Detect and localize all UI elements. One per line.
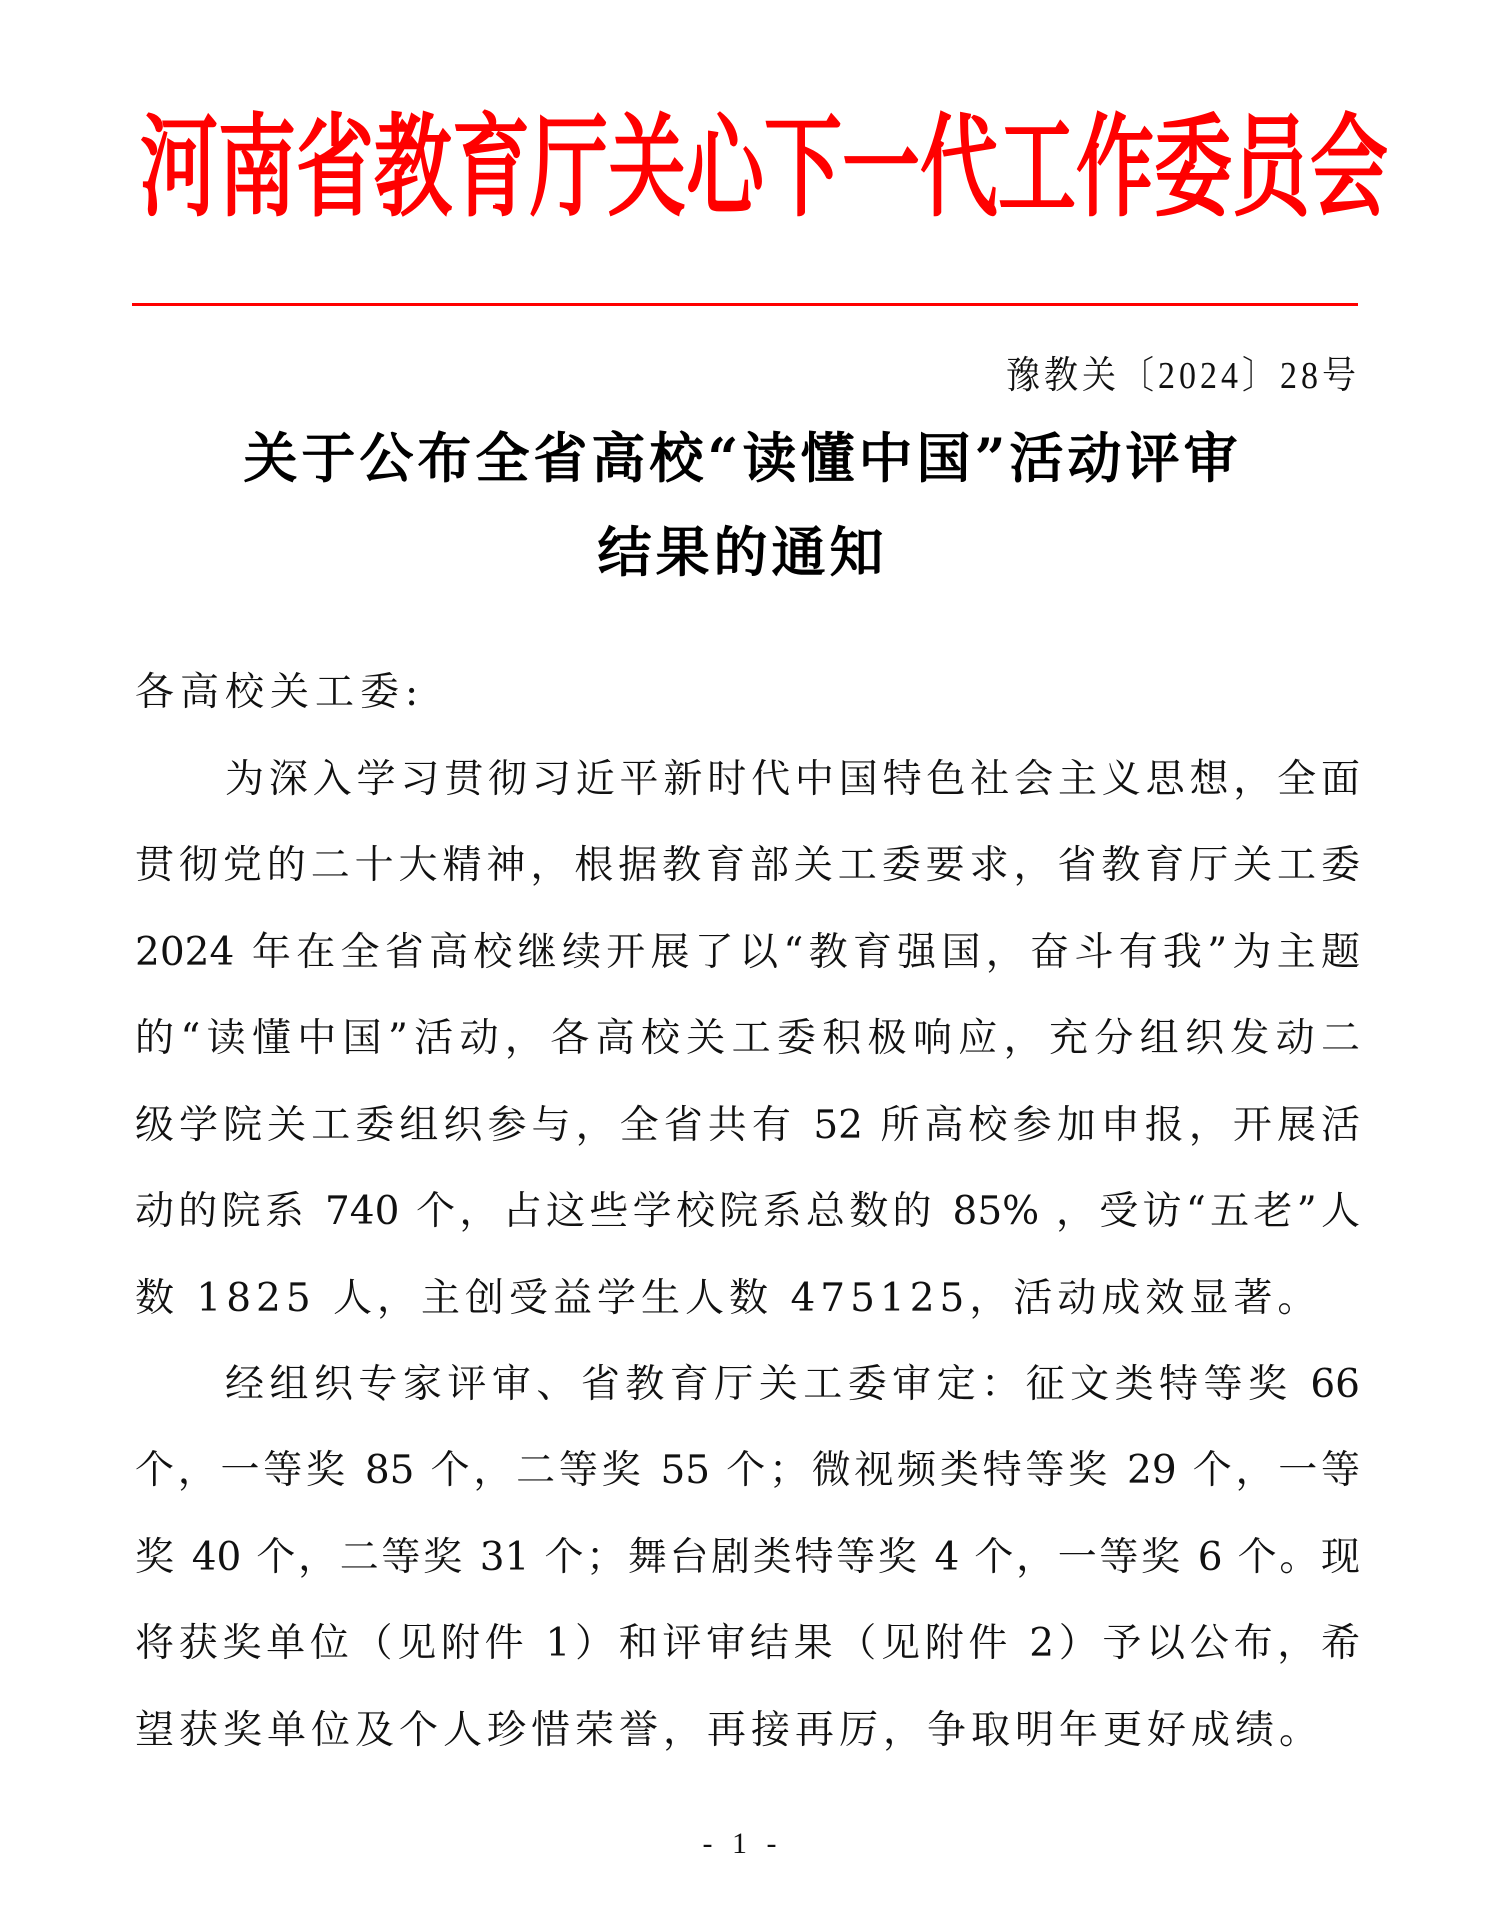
paragraph-2-line: 经组织专家评审、省教育厅关工委审定：征文类特等奖 66 (225, 1362, 1360, 1407)
paragraph-1-line: 数 1825 人，主创受益学生人数 475125，活动成效显著。 (135, 1276, 1322, 1321)
notice-title-line-2: 结果的通知 (597, 520, 888, 584)
paragraph-1-line: 贯彻党的二十大精神，根据教育部关工委要求，省教育厅关工委 (135, 843, 1360, 888)
salutation: 各高校关工委: (135, 670, 425, 715)
paragraph-1-line: 的“读懂中国”活动，各高校关工委积极响应，充分组织发动二 (135, 1016, 1360, 1061)
page-number: - 1 - (702, 1827, 783, 1860)
document-number: 豫教关〔2024〕28号 (1006, 355, 1360, 397)
paragraph-1-line: 2024 年在全省高校继续开展了以“教育强国，奋斗有我”为主题 (135, 930, 1360, 975)
paragraph-1-line: 级学院关工委组织参与，全省共有 52 所高校参加申报，开展活 (135, 1103, 1360, 1148)
paragraph-2-line: 将获奖单位（见附件 1）和评审结果（见附件 2）予以公布，希 (135, 1621, 1360, 1666)
paragraph-1-line: 为深入学习贯彻习近平新时代中国特色社会主义思想，全面 (225, 757, 1360, 802)
red-divider-line (132, 303, 1358, 306)
paragraph-1-line: 动的院系 740 个，占这些学校院系总数的 85% ，受访“五老”人 (135, 1189, 1360, 1234)
paragraph-2-line: 个，一等奖 85 个，二等奖 55 个；微视频类特等奖 29 个，一等 (135, 1448, 1360, 1493)
paragraph-2-line: 望获奖单位及个人珍惜荣誉，再接再厉，争取明年更好成绩。 (135, 1708, 1324, 1753)
notice-title-line-1: 关于公布全省高校“读懂中国”活动评审 (243, 426, 1242, 490)
paragraph-2-line: 奖 40 个，二等奖 31 个；舞台剧类特等奖 4 个，一等奖 6 个。现 (135, 1535, 1360, 1580)
issuing-organization-header: 河南省教育厅关心下一代工作委员会 (140, 103, 1389, 233)
